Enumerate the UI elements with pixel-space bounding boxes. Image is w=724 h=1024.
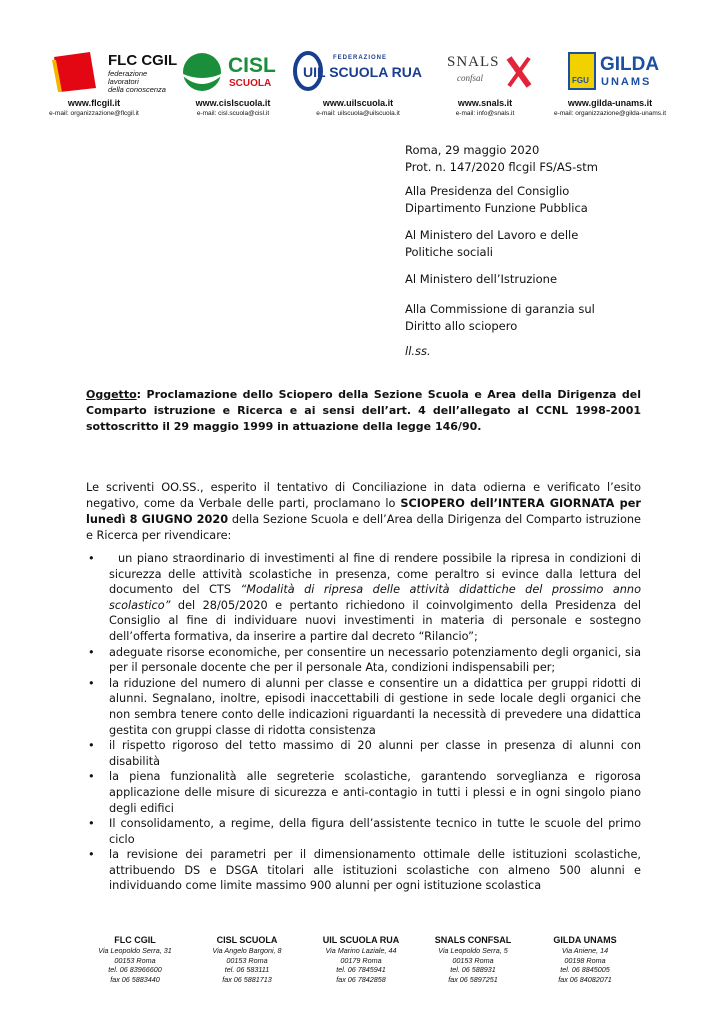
footer-line: fax 06 84082071 — [558, 974, 612, 984]
item-text: un piano straordinario di investimenti al fine di rendere possibile la ripresa in condizioni di sicurezza delle attività scolastiche in presenza, come peraltro si evince dalla lettura del documento del CTS — [109, 552, 641, 597]
recipient — [405, 271, 665, 288]
item-text: il rispetto rigoroso del tetto massimo di 20 alunni per classe in presenza di alunni con disabilità — [109, 739, 641, 768]
footer-line: fax 06 5881713 — [222, 974, 272, 984]
letter-date: Roma, 29 maggio 2020 — [405, 143, 540, 157]
list-item — [86, 847, 641, 894]
list-item — [86, 645, 641, 676]
subject — [86, 387, 641, 435]
footer-org-name: SNALS CONFSAL — [434, 935, 512, 945]
cisl-scuola-logo — [182, 48, 282, 94]
bullet-icon: • — [88, 770, 95, 784]
protocol-number: Prot. n. 147/2020 flcgil FS/AS-stm — [405, 160, 598, 174]
bullet-icon: • — [88, 817, 95, 831]
gilda-unams-logo — [568, 48, 668, 94]
footer-line: 00179 Roma — [340, 955, 382, 965]
footer-line: tel. 06 588931 — [450, 965, 496, 974]
recipient-line: Alla Presidenza del Consiglio — [405, 184, 570, 198]
bullet-icon: • — [88, 645, 95, 659]
recipient-line: Diritto allo sciopero — [405, 319, 518, 333]
snals-name: SNALS — [447, 54, 500, 70]
footer-line: Via Marino Laziale, 44 — [325, 946, 397, 955]
list-item — [86, 769, 641, 816]
intro-text: della Sezione Scuola e dell’Area della Dirigenza del Comparto istruzione e Ricerca per rivendicare: — [86, 513, 641, 542]
closing-text: ll.ss. — [405, 344, 431, 358]
footer-line: tel. 06 83966600 — [108, 965, 162, 974]
website-link[interactable]: www.uilscuola.it — [322, 98, 394, 108]
contact-uil — [288, 98, 428, 118]
footer-org-name: UIL SCUOLA RUA — [322, 935, 400, 945]
list-item — [86, 738, 641, 769]
bullet-icon: • — [88, 676, 95, 690]
contact-gilda — [540, 98, 680, 118]
email-link[interactable]: e-mail: organizzazione@gilda-unams.it — [553, 110, 667, 117]
footer-line: Via Aniene, 14 — [561, 946, 609, 955]
recipient-line: Al Ministero del Lavoro e delle — [405, 228, 579, 242]
footer-line: fax 06 5897251 — [448, 974, 498, 984]
item-text: adeguate risorse economiche, per consentire un necessario potenziamento degli organici, sia per il personale docente che per il personale Ata, condizioni indispensabili per; — [109, 645, 641, 675]
footer-line: fax 06 5883440 — [110, 974, 160, 984]
list-item — [86, 816, 641, 847]
bullet-icon: • — [88, 739, 95, 753]
footer-uil — [306, 934, 416, 984]
list-item — [86, 551, 641, 645]
recipient-line: Politiche sociali — [405, 245, 493, 259]
subject-colon: : — [136, 388, 147, 401]
header-logos — [50, 48, 670, 94]
recipient-line: Dipartimento Funzione Pubblica — [405, 201, 588, 215]
date-protocol — [405, 142, 665, 176]
email-link[interactable]: e-mail: uilscuola@uilscuola.it — [316, 110, 400, 117]
footer-line: Via Angelo Bargoni, 8 — [212, 946, 282, 955]
flc-line3: della conoscenza — [108, 85, 166, 94]
flc-line2: lavoratori — [108, 77, 139, 86]
footer-line: 00153 Roma — [226, 955, 268, 965]
website-link[interactable]: www.flcgil.it — [67, 98, 121, 108]
item-text: la piena funzionalità alle segreterie scolastiche, garantendo sorveglianza e rigorosa applicazione delle misure di sicurezza e anti-contagio in tutti i plessi e in ogni singolo piano degli edifici — [109, 770, 641, 815]
website-link[interactable]: www.gilda-unams.it — [567, 98, 653, 108]
gilda-name: GILDA — [600, 54, 660, 75]
bullet-icon: • — [88, 552, 95, 565]
website-link[interactable]: www.cislscuola.it — [195, 98, 271, 108]
uil-scuola-logo — [293, 48, 421, 94]
footer-gilda — [530, 934, 640, 984]
bullet-icon: • — [88, 848, 95, 862]
footer-line: tel. 06 8845005 — [560, 965, 610, 974]
closing — [405, 343, 665, 360]
email-link[interactable]: e-mail: organizzazione@flcgil.it — [49, 110, 139, 117]
flc-cgil-mark-icon — [50, 48, 104, 94]
intro-text: Le scriventi OO.SS., esperito il tentativo di Conciliazione in data odierna e verificato l’esito negativo, come da Verbale delle parti, proclamano lo — [86, 481, 641, 510]
cisl-name: CISL — [228, 54, 276, 77]
email-link[interactable]: e-mail: cisl.scuola@cisl.it — [196, 110, 270, 117]
snals-logo — [447, 48, 537, 94]
uil-name: UIL SCUOLA RUA — [303, 64, 422, 80]
footer-line: tel. 06 7845941 — [336, 965, 386, 974]
header-contacts — [50, 98, 680, 120]
footer-line: 00153 Roma — [114, 955, 156, 965]
contact-cisl — [163, 98, 303, 118]
item-text: Il consolidamento, a regime, della figura dell’assistente tecnico in tutte le scuole del primo ciclo — [109, 817, 641, 846]
item-text: la riduzione del numero di alunni per classe e consentire un a didattica per gruppi ridotti di alunni. Segnalano, inoltre, episodi inaccettabili di gestione in sede locale degli organici che non sembra tenere conto delle indicazioni riguardanti la necessità di prevedere una didattica gestita con gruppi classe di ridotta consistenza — [109, 676, 641, 737]
contact-snals — [415, 98, 555, 118]
snals-mark-icon — [505, 54, 533, 90]
flc-cgil-name: FLC CGIL — [108, 52, 178, 69]
footer-cisl — [192, 934, 302, 984]
item-text: la revisione dei parametri per il dimensionamento ottimale delle istituzioni scolastiche, attribuendo DS e DSGA titolari alle istituzioni scolastiche con almeno 500 alunni e individuando come limite massimo 900 alunni per ogni istituzione scolastica — [109, 848, 641, 893]
list-item — [86, 676, 641, 738]
fgu-badge-text: FGU — [572, 76, 589, 85]
item-italic: “Modalità di ripresa delle attività didattiche del prossimo anno scolastico” — [109, 583, 641, 612]
cisl-sub: SCUOLA — [229, 78, 272, 89]
footer-line: tel. 06 583111 — [224, 965, 270, 974]
cisl-globe-icon — [182, 52, 222, 92]
footer-addresses — [80, 934, 680, 994]
footer-snals — [418, 934, 528, 984]
recipient-line: Al Ministero dell’Istruzione — [405, 272, 558, 286]
footer-line: 00153 Roma — [452, 955, 494, 965]
subject-label: Oggetto — [86, 388, 137, 401]
footer-org-name: CISL SCUOLA — [216, 935, 278, 945]
gilda-sub: UNAMS — [601, 76, 652, 88]
footer-line: fax 06 7842858 — [336, 974, 386, 984]
flc-line1: federazione — [108, 69, 148, 78]
email-link[interactable]: e-mail: info@snals.it — [455, 110, 515, 117]
recipient-line: Alla Commissione di garanzia sul — [405, 302, 595, 316]
intro-paragraph — [86, 480, 641, 544]
recipient — [405, 183, 665, 217]
footer-flc — [80, 934, 190, 984]
website-link[interactable]: www.snals.it — [457, 98, 513, 108]
footer-line: 00198 Roma — [564, 955, 606, 965]
contact-flc — [24, 98, 164, 118]
flc-cgil-logo — [50, 48, 178, 94]
footer-line: Via Leopoldo Serra, 5 — [438, 946, 508, 955]
uil-top: FEDERAZIONE — [333, 55, 388, 61]
demands-list — [86, 551, 641, 894]
intro-strike-date: SCIOPERO dell’INTERA GIORNATA per lunedì 8 GIUGNO 2020 — [86, 497, 641, 526]
snals-sub: confsal — [457, 73, 483, 83]
fgu-badge-icon — [568, 52, 596, 90]
footer-line: Via Leopoldo Serra, 31 — [98, 946, 172, 955]
recipient — [405, 227, 665, 261]
footer-org-name: FLC CGIL — [114, 935, 156, 945]
subject-text: Proclamazione dello Sciopero della Sezione Scuola e Area della Dirigenza del Comparto istruzione e Ricerca e ai sensi dell’art. 4 dell’allegato al CCNL 1998-2001 sottoscritto il 29 maggio 1999 in attuazione della legge 146/90. — [86, 388, 642, 433]
item-text: del 28/05/2020 e pertanto richiedono il coinvolgimento della Presidenza del Consiglio al fine di individuare nuovi investimenti in materia di personale e sostegno dell’offerta formativa, da inserire a partire dal decreto “Rilancio”; — [109, 598, 641, 643]
recipient — [405, 301, 665, 335]
footer-org-name: GILDA UNAMS — [553, 935, 617, 945]
